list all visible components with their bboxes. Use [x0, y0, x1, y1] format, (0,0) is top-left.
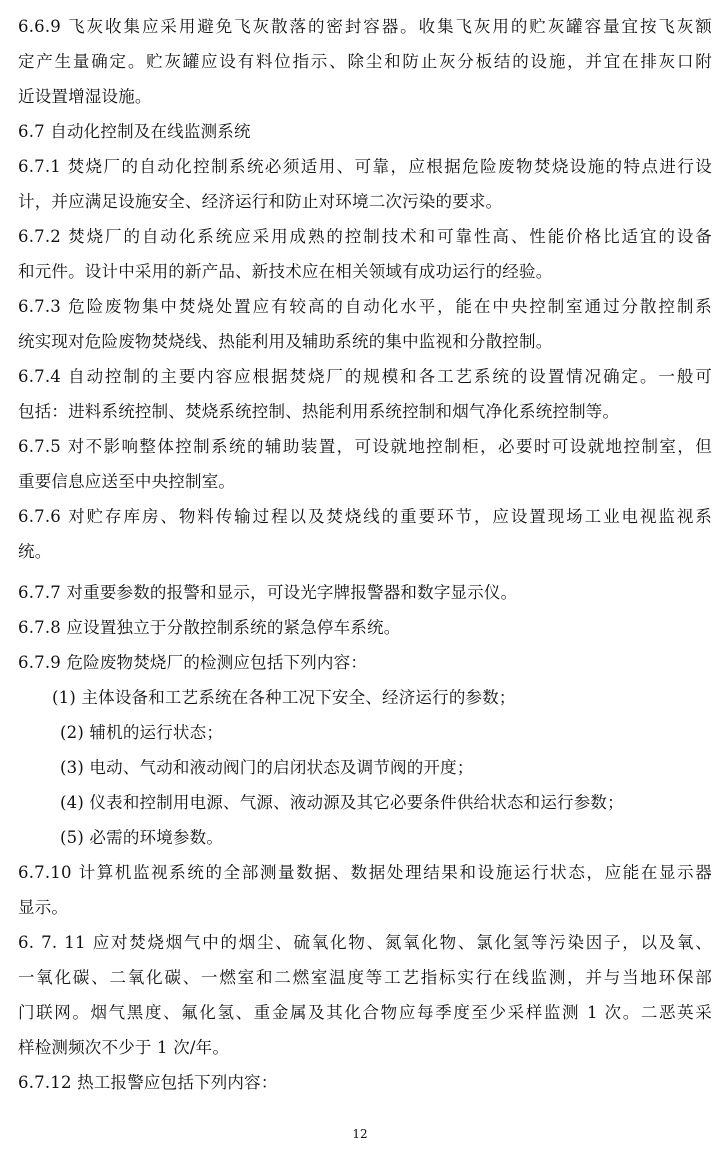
text-line: 6.7.6 对贮存库房、物料传输过程以及焚烧线的重要环节，应设置现场工业电视监视系 [18, 507, 712, 526]
text-line: 定产生量确定。贮灰罐应设有料位指示、除尘和防止灰分板结的设施，并宜在排灰口附 [18, 52, 712, 71]
text-line: 近设置增湿设施。 [18, 87, 152, 106]
list-item: (5) 必需的环境参数。 [60, 828, 224, 847]
text-line: 6. 7. 11 应对焚烧烟气中的烟尘、硫氧化物、氮氧化物、氯化氢等污染因子，以及氧、 [18, 933, 712, 952]
text-line: 统。 [18, 542, 52, 561]
text-line: 6.7.10 计算机监视系统的全部测量数据、数据处理结果和设施运行状态，应能在显示器 [18, 863, 712, 882]
text-line: 6.7.4 自动控制的主要内容应根据焚烧厂的规模和各工艺系统的设置情况确定。一般可 [18, 367, 712, 386]
text-line: 6.7.5 对不影响整体控制系统的辅助装置，可设就地控制柜，必要时可设就地控制室，但 [18, 437, 712, 456]
text-line: 重要信息应送至中央控制室。 [18, 472, 236, 491]
text-line: 6.6.9 飞灰收集应采用避免飞灰散落的密封容器。收集飞灰用的贮灰罐容量宜按飞灰额 [18, 17, 712, 36]
text-line: 显示。 [18, 898, 69, 917]
text-line: 6.7.9 危险废物焚烧厂的检测应包括下列内容： [18, 653, 368, 672]
text-line: 6.7.8 应设置独立于分散控制系统的紧急停车系统。 [18, 618, 401, 637]
text-line: 统实现对危险废物焚烧线、热能利用及辅助系统的集中监视和分散控制。 [18, 332, 553, 351]
list-item: (1) 主体设备和工艺系统在各种工况下安全、经济运行的参数； [52, 688, 516, 707]
text-line: 6.7.12 热工报警应包括下列内容： [18, 1073, 278, 1092]
text-line: 包括：进料系统控制、焚烧系统控制、热能利用系统控制和烟气净化系统控制等。 [18, 402, 620, 421]
text-line: 和元件。设计中采用的新产品、新技术应在相关领域有成功运行的经验。 [18, 262, 553, 281]
text-line: 样检测频次不少于 1 次/年。 [18, 1038, 230, 1057]
text-line: 6.7.1 焚烧厂的自动化控制系统必须适用、可靠，应根据危险废物焚烧设施的特点进行设 [18, 157, 712, 176]
list-item: (3) 电动、气动和液动阀门的启闭状态及调节阀的开度； [60, 758, 474, 777]
text-line: 门联网。烟气黑度、氟化氢、重金属及其化合物应每季度至少采样监测 1 次。二恶英采 [18, 1003, 712, 1022]
text-line: 一氧化碳、二氧化碳、一燃室和二燃室温度等工艺指标实行在线监测，并与当地环保部 [18, 968, 712, 987]
list-item: (4) 仪表和控制用电源、气源、液动源及其它必要条件供给状态和运行参数； [60, 793, 624, 812]
text-line: 6.7.2 焚烧厂的自动化系统应采用成熟的控制技术和可靠性高、性能价格比适宜的设备 [18, 227, 712, 246]
text-line: 计，并应满足设施安全、经济运行和防止对环境二次污染的要求。 [18, 192, 503, 211]
text-line: 6.7.7 对重要参数的报警和显示，可设光字牌报警器和数字显示仪。 [18, 583, 518, 602]
section-heading: 6.7 自动化控制及在线监测系统 [18, 122, 251, 141]
list-item: (2) 辅机的运行状态； [60, 723, 224, 742]
text-line: 6.7.3 危险废物集中焚烧处置应有较高的自动化水平，能在中央控制室通过分散控制系 [18, 297, 712, 316]
page-number: 12 [352, 1127, 368, 1141]
